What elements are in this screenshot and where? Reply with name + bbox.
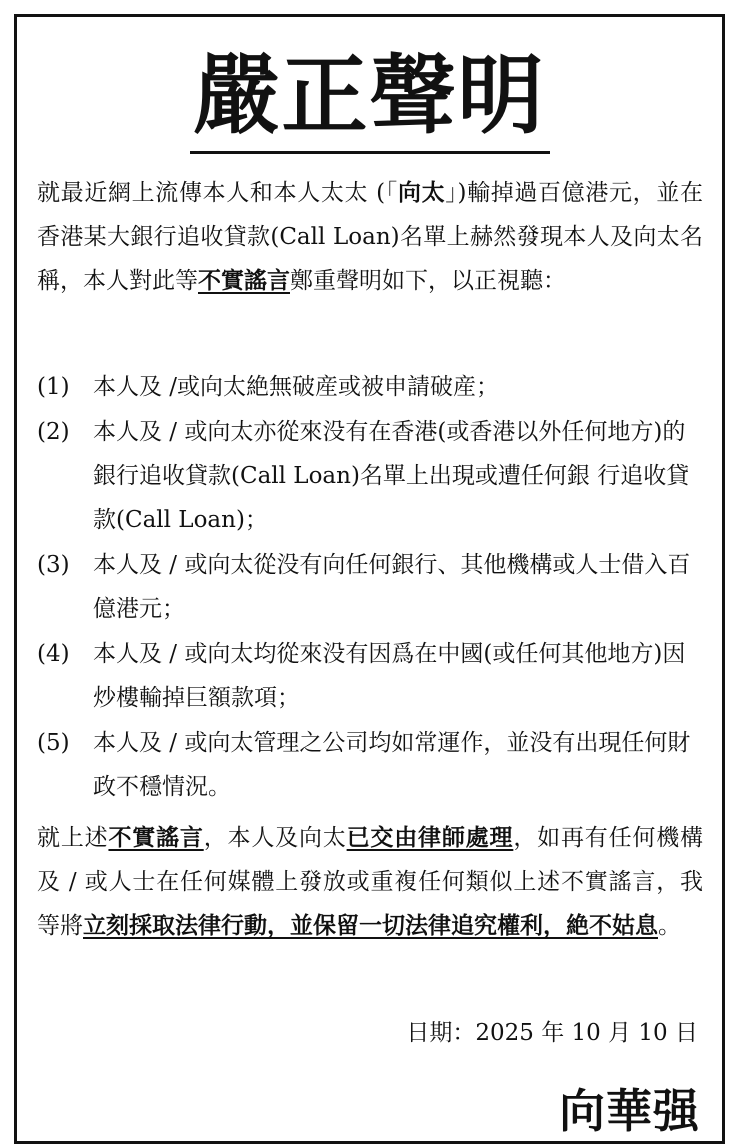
statement-frame — [14, 14, 725, 1144]
closing-bold-underline-3: 立刻採取法律行動，並保留一切法律追究權利，絶不姑息 — [83, 912, 658, 939]
closing-bold-underline-2: 已交由律師處理 — [346, 824, 514, 851]
list-item — [37, 365, 703, 409]
page-title: 嚴正聲明 — [190, 41, 550, 154]
closing-text-4: 。 — [658, 913, 681, 939]
list-item — [37, 632, 703, 720]
declaration-list — [37, 365, 703, 810]
closing-text-2: ，本人及向太 — [203, 825, 347, 851]
list-item-number: (3) — [37, 552, 70, 578]
intro-text-2: 」)輸掉過百億港元，並在香港某大銀行追收貸款(Call Loan)名單上赫然發現本人及向太名稱，本人對此等 — [37, 180, 704, 294]
intro-text-3: 鄭重聲明如下，以正視聽： — [290, 268, 566, 294]
closing-text-3: ，如再有任何機構及 / 或人士在任何媒體上發放或重複任何類似上述不實謠言，我等將 — [37, 825, 704, 939]
intro-bold-name: 向太 — [397, 179, 446, 206]
signature: 向華强 — [559, 1084, 700, 1138]
list-item-number: (4) — [37, 641, 70, 667]
list-item-text: 本人及 / 或向太從没有向任何銀行、其他機構或人士借入百億港元； — [93, 552, 691, 622]
list-item — [37, 410, 703, 542]
intro-bold-underline: 不實謠言 — [198, 267, 290, 294]
title-wrap — [17, 41, 722, 154]
intro-text-1: 就最近網上流傳本人和本人太太 (「 — [37, 180, 398, 206]
statement-date: 日期：2025 年 10 月 10 日 — [406, 1020, 698, 1046]
list-item — [37, 543, 703, 631]
list-item-number: (1) — [37, 374, 70, 400]
intro-paragraph — [37, 171, 703, 303]
list-item-text: 本人及 /或向太絶無破産或被申請破産； — [93, 374, 500, 400]
list-item-text: 本人及 / 或向太亦從來没有在香港(或香港以外任何地方)的銀行追收貸款(Call Loan)名單上出現或遭任何銀 行追收貸款(Call Loan)； — [93, 419, 690, 533]
closing-text-1: 就上述 — [37, 825, 109, 851]
list-item-text: 本人及 / 或向太均從來没有因爲在中國(或任何其他地方)因炒樓輸掉巨額款項； — [93, 641, 686, 711]
closing-bold-underline-1: 不實謠言 — [108, 824, 204, 851]
closing-paragraph — [37, 816, 703, 948]
list-item-number: (5) — [37, 730, 70, 756]
list-item-number: (2) — [37, 419, 70, 445]
list-item — [37, 721, 703, 809]
list-item-text: 本人及 / 或向太管理之公司均如常運作，並没有出現任何財政不穩情況。 — [93, 730, 691, 800]
